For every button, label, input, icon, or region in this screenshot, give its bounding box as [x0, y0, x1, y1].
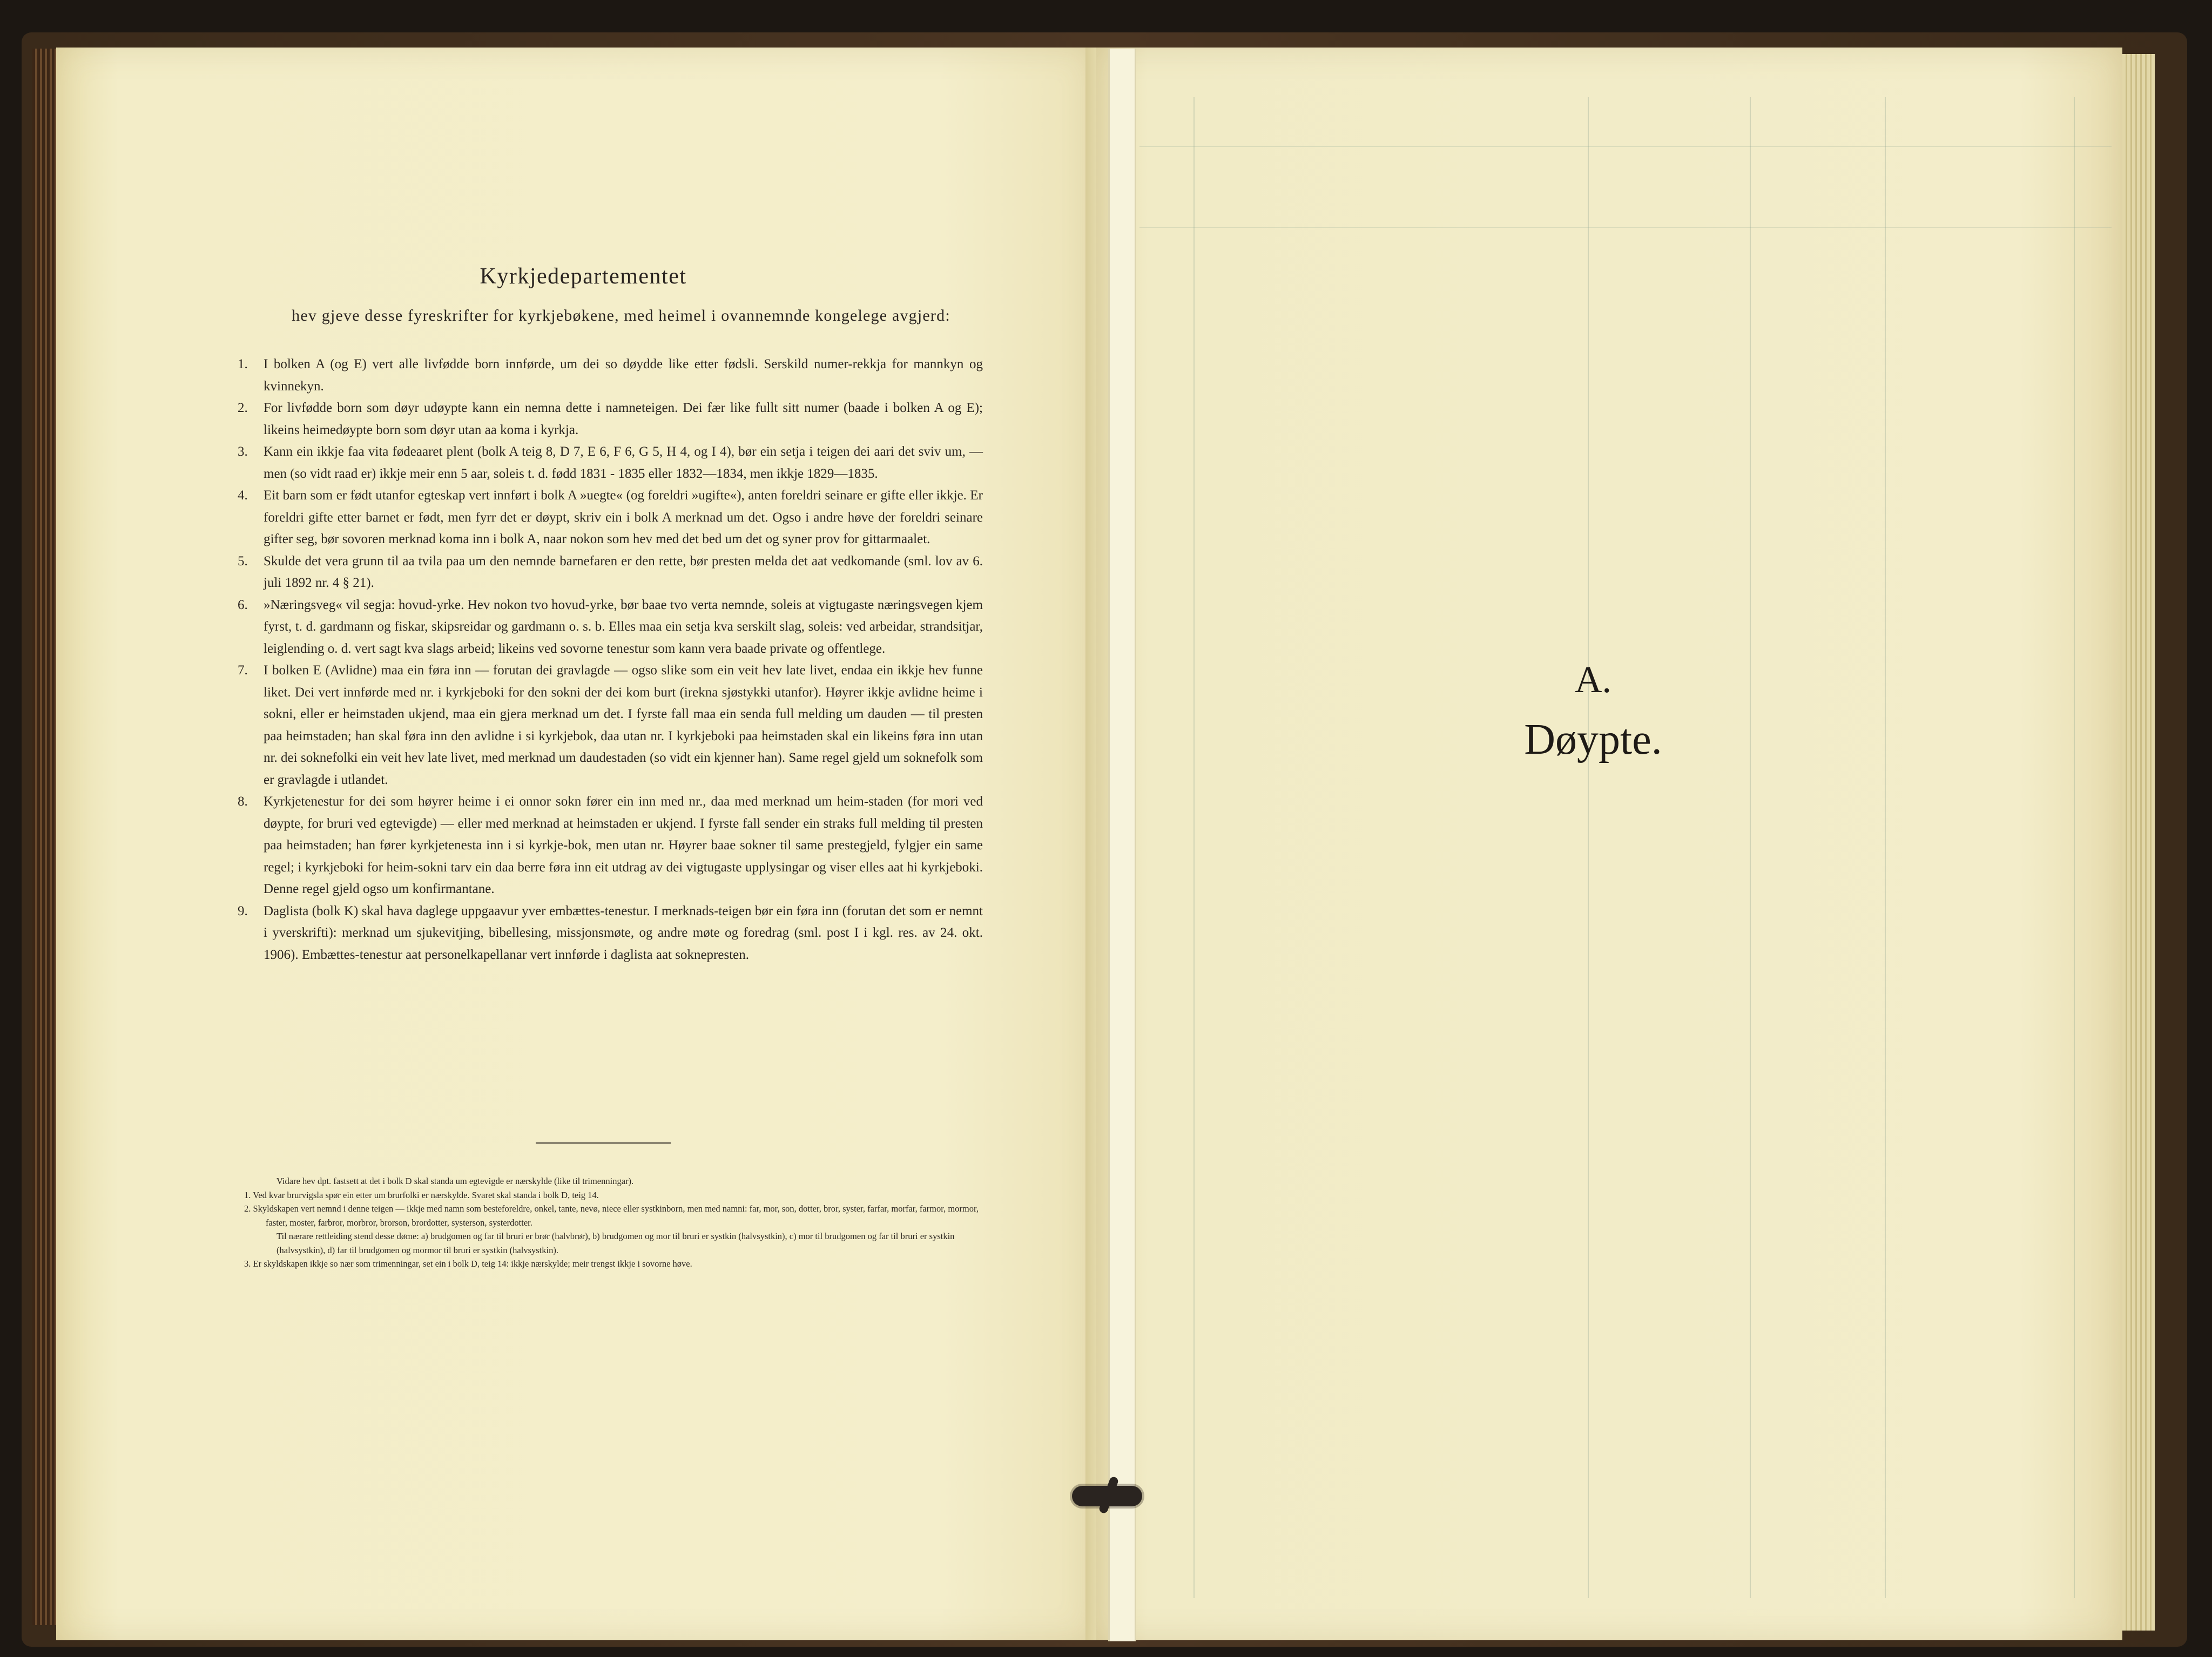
rule-item [238, 660, 983, 791]
rule-number: 9. [238, 903, 248, 918]
rule-text: Kann ein ikkje faa vita fødeaaret plent (bolk A teig 8, D 7, E 6, F 6, G 5, H 4, og I 4), bør ein setja i teigen dei aari det sviv um, — men (so vidt raad er) ikkje meir enn 5 aar, soleis t. d. fødd 1831 - 1835 eller 1832—1834, men ikkje 1829—1835. [264, 444, 983, 481]
rule-number: 2. [238, 401, 248, 415]
rule-number: 4. [238, 488, 248, 503]
rule-item [238, 551, 983, 594]
ledger-rule [1193, 97, 1195, 1598]
ledger-rule [1885, 97, 1886, 1598]
section-letter: A. [1574, 659, 1612, 701]
rule-number: 5. [238, 553, 248, 569]
rule-item [238, 594, 983, 660]
rule-number: 3. [238, 444, 248, 459]
rule-text: Kyrkjetenestur for dei som høyrer heime i ei onnor sokn fører ein inn med nr., daa med merknad um heim-staden (for mori ved døypte, for bruri ved egtevigde) — eller med merknad at heimstaden er ukjend. I fyrste fall sender ein straks full melding til presten paa heimstaden; han fører kyrkjetenesta inn i si kyrkje-bok, men utan nr. Høyrer baae sokner til same prestegjeld, fylgjer ein same regel; i kyrkjeboki for heim-sokni tarv ein daa berre føra inn eit utdrag av dei vigtugaste upplysingar og viser elles aat hi kyrkjeboki. Denne regel gjeld ogso um konfirmantane. [264, 794, 983, 896]
fine-print-example: Til nærare rettleiding stend desse døme: a) brudgomen og far til bruri er brør (halvbrør), b) brudgomen og mor til bruri er systkin (halvsystkin), c) mor til brudgomen og far til bruri er systkin (halvsystkin), d) far til brudgomen og mormor til bruri er systkin (halvsystkin). [276, 1231, 955, 1255]
left-page-edges [32, 49, 56, 1625]
rule-number: 6. [238, 597, 248, 612]
rule-number: 7. [238, 663, 248, 678]
rule-text: Eit barn som er født utanfor egteskap vert innført i bolk A »uegte« (og foreldri »ugifte«), anten foreldri seinare er gifte eller ikkje. Er foreldri gifte etter barnet er født, men fyrr det er døypt, skriv ein i bolk A merknad um det. Ogso i andre høve der foreldri seinare gifter seg, bør sovoren merknad koma inn i bolk A, naar nokon som hev med det bed um det og syner prov for gittarmaalet. [264, 488, 983, 546]
rule-text: »Næringsveg« vil segja: hovud-yrke. Hev nokon tvo hovud-yrke, bør baae tvo verta nemnde, soleis at vigtugaste næringsvegen kjem fyrst, t. d. gardmann og fiskar, skipsreidar og gardmann o. s. b. Elles maa ein setja kva serskilt slag, soleis: ved arbeidar, strandsitjar, leiglending o. d. vert sagt kva slags arbeid; likeins ved sovorne tenestur som kann vera baade private og offentlege. [264, 597, 983, 656]
rule-item [238, 354, 983, 397]
right-page-edges [2122, 54, 2155, 1631]
ledger-rule [1750, 97, 1751, 1598]
ledger-rule [1139, 227, 2112, 228]
ledger-rule [1588, 97, 1589, 1598]
section-divider [536, 1142, 671, 1144]
page-heading: Kyrkjedepartementet [480, 264, 687, 289]
fine-print [244, 1174, 979, 1271]
rule-item [238, 485, 983, 551]
rule-number: 8. [238, 794, 248, 809]
rule-item [238, 791, 983, 901]
binding-thread [1072, 1486, 1142, 1506]
rules-list [238, 354, 983, 966]
fine-print-intro: Vidare hev dpt. fastsett at det i bolk D skal standa um egtevigde er nærskylde (like til trimenningar). [276, 1176, 634, 1186]
rule-text: Daglista (bolk K) skal hava daglege uppgaavur yver embættes-tenestur. I merknads-teigen bør ein føra inn (forutan det som er nemnt i yverskrifti): merknad um sjukevitjing, bibellesing, missjonsmøte, og andre møte og foredrag (sml. post I i kgl. res. av 24. okt. 1906). Embættes-tenestur aat personelkapellanar vert innførde i daglista aat soknepresten. [264, 903, 983, 962]
rule-text: I bolken E (Avlidne) maa ein føra inn — forutan dei gravlagde — ogso slike som ein veit hev late livet, endaa ein ikkje hev funne liket. Dei vert innførde med nr. i kyrkjeboki for den sokni der dei kom burt (irekna sjøstykki utanfor). Høyrer ikkje avlidne heime i sokni, eller er heimstaden ukjend, maa ein gjera merknad um det. I fyrste fall maa ein senda full melding um dauden — til presten paa heimstaden; han skal føra inn den avlidne i si kyrkjebok, daa utan nr. I kyrkjeboki paa heimstaden skal ein likeins føra inn utan nr. dei soknefolki ein veit hev late livet, med merknad um daudestaden (so vidt ein kjenner han). Same regel gjeld um soknefolk som er gravlagde i utlandet. [264, 663, 983, 787]
page-subheading: hev gjeve desse fyreskrifter for kyrkjebøkene, med heimel i ovannemnde kongelege avgjerd: [292, 307, 950, 324]
rule-text: Skulde det vera grunn til aa tvila paa um den nemnde barnefaren er den rette, bør presten melda det aat vedkomande (sml. lov av 6. juli 1892 nr. 4 § 21). [264, 553, 983, 590]
fine-print-item: 2. Skyldskapen vert nemnd i denne teigen — ikkje med namn som besteforeldre, onkel, tante, nevø, niece eller systkinborn, men med namni: far, mor, son, dotter, bror, syster, farfar, morfar, farmor, mormor, faster, moster, farbror, morbror, brorson, brordotter, systerson, systerdotter. [244, 1203, 979, 1228]
rule-number: 1. [238, 357, 248, 371]
binding-tape [1108, 49, 1136, 1641]
rule-item [238, 397, 983, 441]
ledger-rule [1139, 146, 2112, 147]
rule-text: For livfødde born som døyr udøypte kann ein nemna dette i namneteigen. Dei fær like fullt sitt numer (baade i bolken A og E); likeins heimedøypte born som døyr utan aa koma i kyrkja. [264, 401, 983, 437]
rule-item [238, 901, 983, 966]
rule-text: I bolken A (og E) vert alle livfødde born innførde, um dei so døydde like etter fødsli. Serskild numer-rekkja for mannkyn og kvinnekyn. [264, 357, 983, 394]
right-page [1096, 48, 2122, 1640]
rule-item [238, 441, 983, 485]
fine-print-item: 1. Ved kvar brurvigsla spør ein etter um brurfolki er nærskylde. Svaret skal standa i bolk D, teig 14. [244, 1189, 599, 1200]
fine-print-item: 3. Er skyldskapen ikkje so nær som trimenningar, set ein i bolk D, teig 14: ikkje nærskylde; meir trengst ikkje i sovorne høve. [244, 1259, 692, 1269]
ledger-rule [2074, 97, 2075, 1598]
section-title: Døypte. [1524, 716, 1662, 763]
